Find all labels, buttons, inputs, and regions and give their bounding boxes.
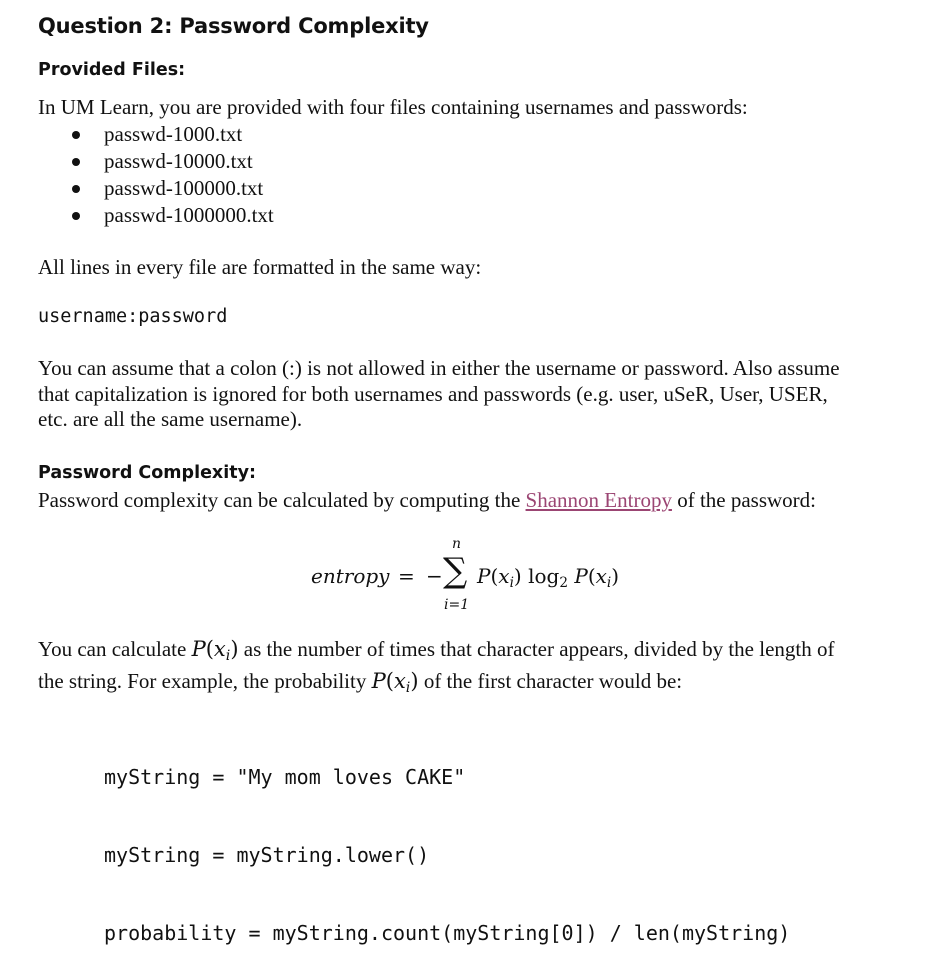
code-example: [104, 712, 790, 972]
file-list: [38, 121, 274, 229]
complexity-intro: [38, 488, 816, 514]
file-name: passwd-1000000.txt: [104, 203, 274, 227]
page-title: Question 2: Password Complexity: [38, 14, 429, 38]
probability-line: You can calculate $P(x_i)$ as the number of times that character appears, divided by the length of: [38, 637, 835, 664]
code-line: myString = myString.lower(): [104, 843, 430, 867]
complexity-text: of the password:: [671, 488, 817, 512]
formula-lhs: entropy: [311, 564, 390, 588]
provided-files-intro: In UM Learn, you are provided with four files containing usernames and passwords:: [38, 95, 748, 119]
probability-math: $P(x_i)$: [191, 637, 239, 664]
list-item: [38, 202, 274, 229]
formula-equals: =: [398, 564, 415, 588]
summation-icon: ∑: [443, 551, 468, 591]
probability-line: the string. For example, the probability $P(x_i)$ of the first character would be:: [38, 669, 683, 697]
assumption-line: etc. are all the same username).: [38, 407, 303, 431]
provided-files-heading: Provided Files:: [38, 60, 186, 80]
assumption-line: that capitalization is ignored for both usernames and passwords (e.g. user, uSeR, User, USER,: [38, 381, 828, 406]
sum-upper-limit: n: [452, 536, 462, 552]
format-intro: All lines in every file are formatted in the same way:: [38, 255, 482, 279]
list-item: [38, 148, 274, 175]
list-item: [38, 121, 274, 148]
formula-minus: −: [426, 564, 443, 588]
code-line: probability = myString.count(myString[0]) / len(myString): [104, 921, 791, 945]
complexity-text: Password complexity can be calculated by computing the: [38, 488, 526, 512]
assumption-paragraph: [38, 356, 840, 433]
probability-paragraph: [38, 637, 834, 702]
list-item: [38, 175, 274, 202]
probability-math: $P(x_i)$: [371, 669, 419, 697]
code-line: myString = "My mom loves CAKE": [104, 765, 466, 789]
file-name: passwd-10000.txt: [104, 149, 253, 173]
bullet-icon: [72, 131, 80, 139]
assumption-line: You can assume that a colon (:) is not allowed in either the username or password. Also assume: [38, 356, 840, 380]
format-example: username:password: [38, 306, 228, 327]
bullet-icon: [72, 158, 80, 166]
sum-lower-limit: i=1: [444, 597, 470, 613]
formula-rhs: $P(x_i)$ $\log_2 P(x_i)$: [477, 564, 620, 591]
bullet-icon: [72, 212, 80, 220]
shannon-entropy-link[interactable]: Shannon Entropy: [525, 488, 672, 512]
complexity-heading: Password Complexity:: [38, 463, 256, 483]
bullet-icon: [72, 185, 80, 193]
entropy-formula: [0, 530, 942, 620]
file-name: passwd-100000.txt: [104, 176, 264, 200]
file-name: passwd-1000.txt: [104, 122, 243, 146]
